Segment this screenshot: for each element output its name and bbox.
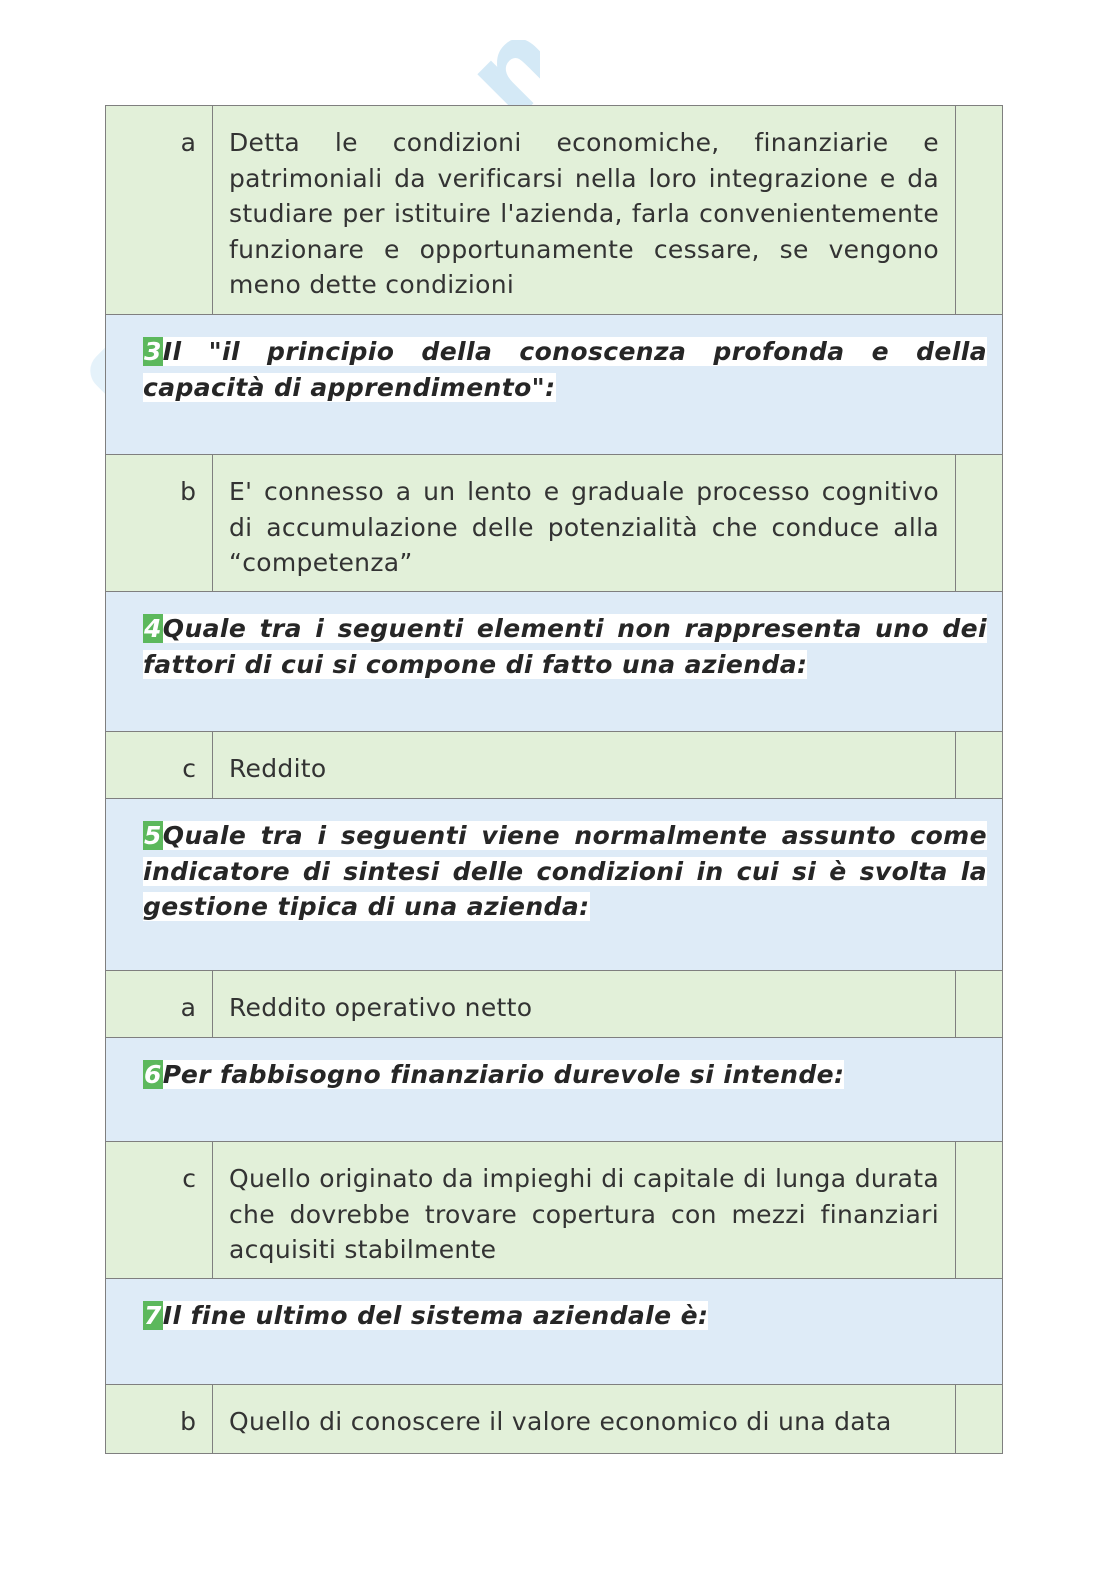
question-text-block (143, 1057, 987, 1093)
answer-text: Detta le condizioni economiche, finanziarie e patrimoniali da verificarsi nella loro integrazione e da studiare per istituire l'azienda, farla convenientemente funzionare e opportunamente cessare, se vengono meno dette condizioni (212, 106, 956, 314)
question-text-block (143, 334, 987, 405)
answer-letter: a (180, 993, 196, 1022)
answer-text: Reddito operativo netto (212, 971, 956, 1037)
question-row (105, 1037, 1003, 1141)
answer-text: Reddito (212, 732, 956, 798)
answer-letter: b (180, 1407, 196, 1436)
answer-text: E' connesso a un lento e graduale processo cognitivo di accumulazione delle potenzialità che conduce alla “competenza” (212, 455, 956, 591)
question-row (105, 1278, 1003, 1384)
answer-row (105, 1141, 1003, 1278)
answer-text: Quello di conoscere il valore economico di una data (212, 1385, 956, 1453)
answer-row (105, 1384, 1003, 1454)
question-text-block (143, 1298, 987, 1334)
question-number: 5 (144, 821, 162, 850)
question-text: Il "il principio della conoscenza profonda e della capacità di apprendimento": (143, 337, 987, 402)
answer-text: Quello originato da impieghi di capitale di lunga durata che dovrebbe trovare copertura con mezzi finanziari acquisiti stabilmente (212, 1142, 956, 1278)
answer-letter: c (182, 1164, 196, 1193)
question-text-block (143, 818, 987, 925)
quiz-table (105, 105, 1003, 1454)
question-text: Quale tra i seguenti elementi non rappresenta uno dei fattori di cui si compone di fatto una azienda: (143, 614, 987, 679)
question-number: 4 (144, 614, 162, 643)
answer-letter: b (180, 477, 196, 506)
question-number: 7 (144, 1301, 162, 1330)
question-text: Per fabbisogno finanziario durevole si intende: (162, 1060, 845, 1089)
question-row (105, 798, 1003, 970)
question-number: 3 (144, 337, 162, 366)
question-text: Il fine ultimo del sistema aziendale è: (162, 1301, 709, 1330)
answer-row (105, 454, 1003, 591)
answer-letter: a (180, 128, 196, 157)
question-row (105, 591, 1003, 731)
question-text: Quale tra i seguenti viene normalmente assunto come indicatore di sintesi delle condizioni in cui si è svolta la gestione tipica di una azienda: (143, 821, 987, 921)
answer-row (105, 970, 1003, 1037)
question-text-block (143, 611, 987, 682)
question-row (105, 314, 1003, 454)
question-number: 6 (144, 1060, 162, 1089)
answer-row (105, 731, 1003, 798)
answer-row (105, 105, 1003, 314)
answer-letter: c (182, 754, 196, 783)
